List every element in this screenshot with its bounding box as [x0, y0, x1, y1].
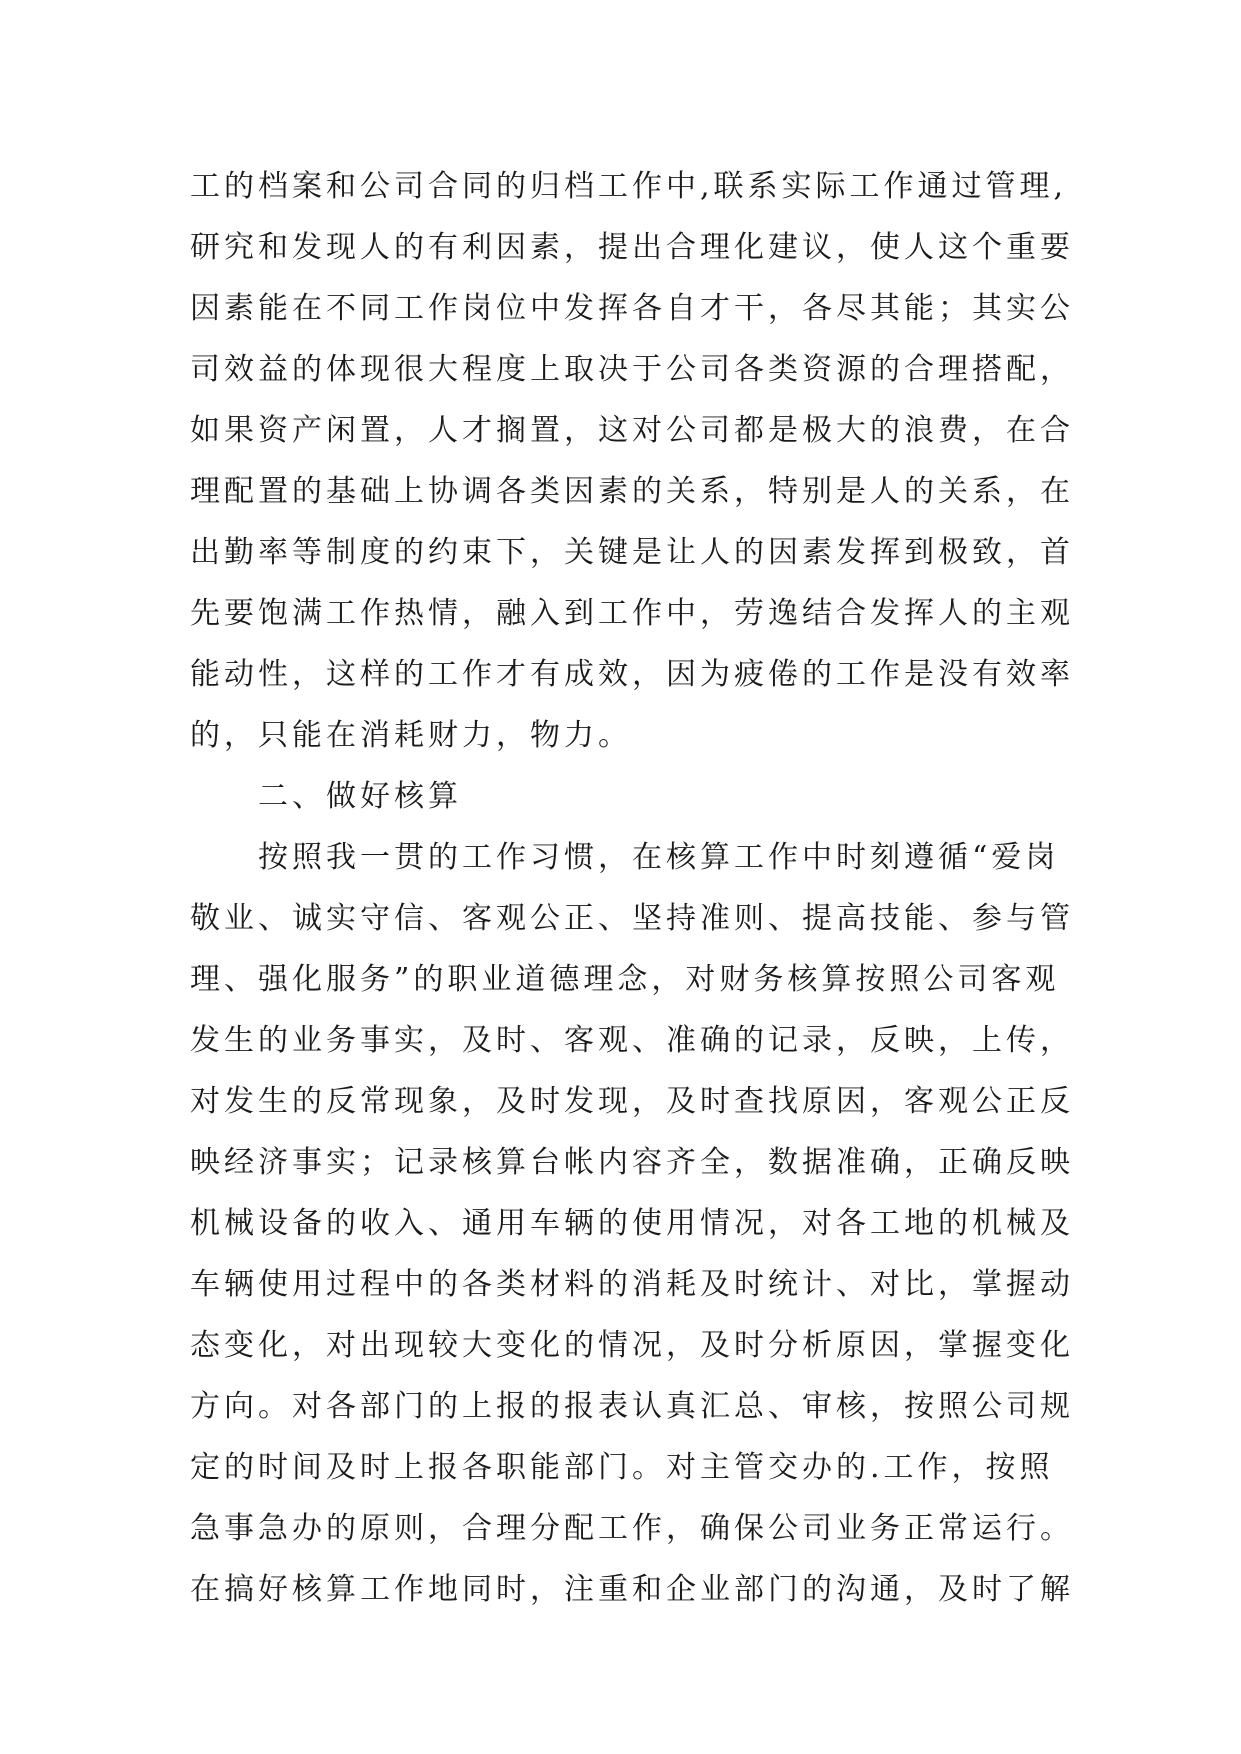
section-heading: 二、做好核算 — [258, 779, 462, 814]
text-line: 态变化，对出现较大变化的情况，及时分析原因，掌握变化 — [190, 1328, 1074, 1363]
text-line: 的，只能在消耗财力，物力。 — [190, 718, 632, 753]
text-line: 先要饱满工作热情，融入到工作中，劳逸结合发挥人的主观 — [190, 596, 1074, 631]
text-line: 映经济事实；记录核算台帐内容齐全，数据准确，正确反映 — [190, 1145, 1074, 1180]
text-line: 机械设备的收入、通用车辆的使用情况，对各工地的机械及 — [190, 1206, 1074, 1241]
text-line: 能动性，这样的工作才有成效，因为疲倦的工作是没有效率 — [190, 657, 1074, 692]
body-text — [190, 156, 1110, 1620]
text-line: 在搞好核算工作地同时，注重和企业部门的沟通，及时了解 — [190, 1572, 1074, 1607]
text-line: 工的档案和公司合同的归档工作中,联系实际工作通过管理, — [190, 169, 1068, 204]
text-line: 车辆使用过程中的各类材料的消耗及时统计、对比，掌握动 — [190, 1267, 1074, 1302]
text-line: 如果资产闲置，人才搁置，这对公司都是极大的浪费，在合 — [190, 413, 1074, 448]
text-line: 因素能在不同工作岗位中发挥各自才干，各尽其能；其实公 — [190, 291, 1074, 326]
text-line: 定的时间及时上报各职能部门。对主管交办的.工作，按照 — [190, 1450, 1054, 1485]
text-line: 出勤率等制度的约束下，关键是让人的因素发挥到极致，首 — [190, 535, 1074, 570]
text-line: 敬业、诚实守信、客观公正、坚持准则、提高技能、参与管 — [190, 901, 1074, 936]
text-line: 理、强化服务”的职业道德理念，对财务核算按照公司客观 — [190, 962, 1060, 997]
text-line: 司效益的体现很大程度上取决于公司各类资源的合理搭配， — [190, 352, 1074, 387]
paragraph-first-line: 按照我一贯的工作习惯，在核算工作中时刻遵循“爱岗 — [258, 840, 1060, 875]
text-line: 对发生的反常现象，及时发现，及时查找原因，客观公正反 — [190, 1084, 1074, 1119]
text-line: 发生的业务事实，及时、客观、准确的记录，反映，上传， — [190, 1023, 1074, 1058]
text-line: 方向。对各部门的上报的报表认真汇总、审核，按照公司规 — [190, 1389, 1074, 1424]
text-line: 急事急办的原则，合理分配工作，确保公司业务正常运行。 — [190, 1511, 1074, 1546]
text-line: 理配置的基础上协调各类因素的关系，特别是人的关系，在 — [190, 474, 1074, 509]
text-line: 研究和发现人的有利因素，提出合理化建议，使人这个重要 — [190, 230, 1074, 265]
